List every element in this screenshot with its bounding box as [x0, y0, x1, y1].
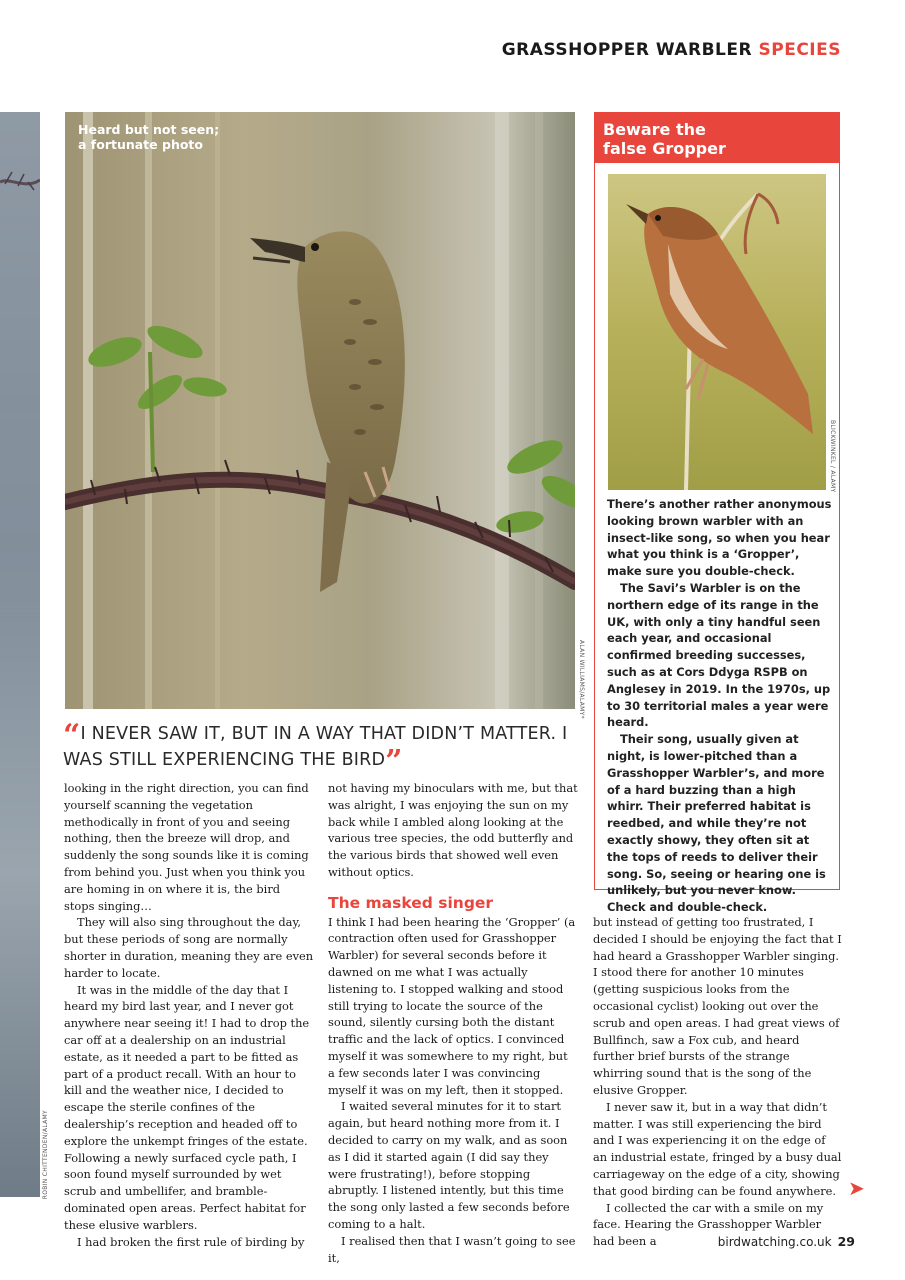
- sidebar-title: [595, 113, 839, 163]
- sidebar-paragraph: Their song, usually given at night, is lower-pitched than a Grasshopper Warbler’s, and more of a hard buzzing than a high whirr. Their preferred habitat is reedbed, and while they’re not exactly showy, they often sit at the tops of reeds to deliver their song. So, seeing or hearing one is unlikely, but you never know. Check and double-check.: [607, 732, 826, 915]
- pull-quote: [63, 718, 583, 779]
- side-photo-strip: [0, 112, 40, 1197]
- main-photo: [65, 112, 575, 709]
- photo-caption: [78, 122, 258, 152]
- photo-caption-line2: a fortunate photo: [78, 137, 203, 152]
- paragraph: but instead of getting too frustrated, I decided I should be enjoying the fact that I had heard a Grasshopper Warbler singing. I stood there for another 10 minutes (getting suspicious looks from the occasional cyclist) looking out over the scrub and open areas. I had great views of Bullfinch, saw a Fox cub, and heard further brief bursts of the strange whirring sound that is the song of the elusive Gropper.: [593, 915, 842, 1097]
- paragraph: It was in the middle of the day that I heard my bird last year, and I never got anywhere near seeing it! I had to drop the car off at a dealership on an industrial estate, as it needed a part to be fitted as part of a product recall. With an hour to kill and the weather nice, I decided to escape the sterile confines of the dealership’s reception and headed off to explore the unkempt fringes of the estate. Following a newly surfaced cycle path, I soon found myself surrounded by wet scrub and umbellifer, and bramble-dominated open areas. Perfect habitat for these elusive warblers.: [64, 982, 310, 1232]
- body-column-1: [64, 780, 314, 1250]
- paragraph: looking in the right direction, you can find yourself scanning the vegetation methodically in front of you and seeing nothing, then the breeze will drop, and suddenly the song sounds like it is coming from behind you. Just when you think you are homing in on where it is, the bird stops singing…: [64, 781, 309, 913]
- close-quote-mark: ”: [385, 744, 403, 779]
- paragraph: They will also sing throughout the day, but these periods of song are normally shorter in duration, meaning they are even harder to locate.: [64, 915, 314, 980]
- article-title: GRASSHOPPER WARBLER: [501, 40, 753, 60]
- pull-quote-text: I NEVER SAW IT, BUT IN A WAY THAT DIDN’T MATTER. I WAS STILL EXPERIENCING THE BIRD: [63, 724, 568, 770]
- paragraph: I realised then that I wasn’t going to see it,: [328, 1233, 576, 1265]
- body-column-2: [328, 780, 578, 1266]
- sidebar-text: [607, 496, 833, 916]
- savis-warbler-illustration: [608, 174, 826, 490]
- section-label: SPECIES: [758, 40, 841, 60]
- main-photo-credit: ALAN WILLIAMS/ALAMY*: [578, 640, 585, 719]
- website-url: birdwatching.co.uk: [717, 1235, 832, 1249]
- sidebar-paragraph: The Savi’s Warbler is on the northern edge of its range in the UK, with only a tiny handful seen each year, and occasional confirmed breeding successes, such as at Cors Ddyga RSPB on Anglesey in 2019. In the 1970s, up to 30 territorial males a year were heard.: [607, 580, 831, 730]
- paragraph: I waited several minutes for it to start again, but heard nothing more from it. I decided to carry on my walk, and as soon as I did it started again (I did say they were frustrating!), before stopping abruptly. I listened intently, but this time the song only lasted a few seconds before coming to a halt.: [328, 1099, 570, 1231]
- paragraph: I collected the car with a smile on my face. Hearing the Grasshopper Warbler had been a: [593, 1200, 824, 1249]
- strip-photo-credit: ROBIN CHITTENDEN/ALAMY: [42, 1110, 49, 1200]
- savis-warbler-photo: [608, 174, 826, 490]
- sidebar-photo-credit: BLICKWINKEL / ALAMY: [829, 420, 836, 493]
- paragraph: not having my binoculars with me, but that was alright, I was enjoying the sun on my back while I ambled along looking at the various tree species, the odd butterfly and the various birds that showed well even without optics.: [328, 781, 578, 879]
- open-quote-mark: “: [63, 718, 81, 753]
- sidebar-title-line1: Beware the: [603, 120, 706, 139]
- sidebar-paragraph: There’s another rather anonymous looking brown warbler with an insect-like song, so when you hear what you think is a ‘Gropper’, make sure you double-check.: [607, 497, 832, 579]
- section-header: [502, 40, 841, 60]
- page-footer: [718, 1234, 855, 1249]
- photo-caption-line1: Heard but not seen;: [78, 122, 220, 137]
- subheading: The masked singer: [328, 893, 494, 912]
- sidebar-title-line2: false Gropper: [603, 139, 726, 158]
- paragraph: I never saw it, but in a way that didn’t matter. I was still experiencing the bird and I was experiencing it on the edge of an industrial estate, fringed by a busy dual carriageway on the edge of a city, showing that good birding can be found anywhere.: [593, 1099, 842, 1198]
- paragraph: I had broken the first rule of birding by: [77, 1234, 305, 1249]
- page-number: 29: [837, 1234, 855, 1249]
- body-column-3: [593, 914, 843, 1250]
- continue-arrow-icon: ➤: [848, 1176, 865, 1200]
- side-photo-art: [0, 112, 40, 1197]
- grasshopper-warbler-illustration: [65, 112, 575, 709]
- paragraph: I think I had been hearing the ‘Gropper’ (a contraction often used for Grasshopper Warbler) for several seconds before it dawned on me what I was actually listening to. I stopped walking and stood still trying to locate the source of the sound, silently cursing both the distant traffic and the lack of optics. I convinced myself it was somewhere to my right, but a few seconds later I was convincing myself it was on my left, then it stopped.: [328, 914, 576, 1097]
